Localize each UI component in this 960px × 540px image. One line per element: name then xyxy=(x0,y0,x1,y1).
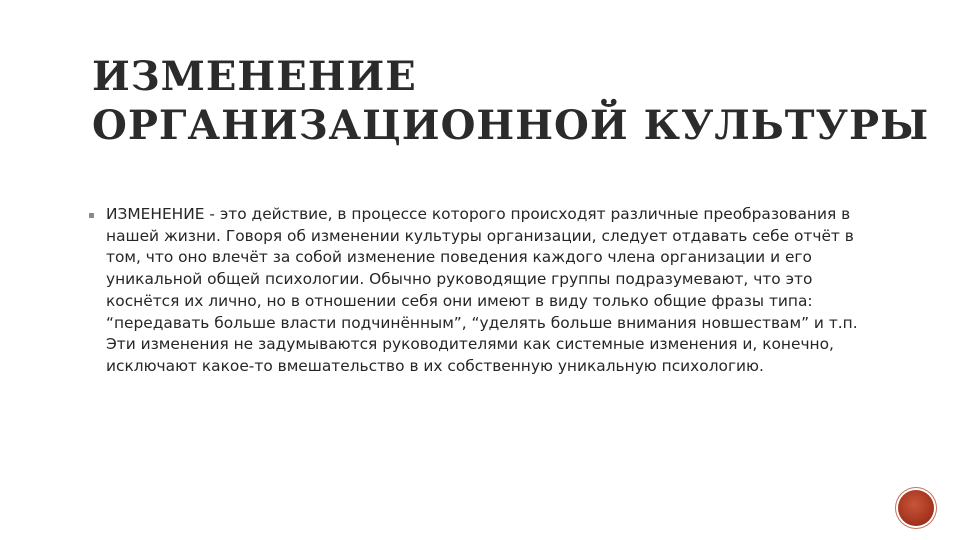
bullet-item xyxy=(88,204,868,378)
title-line-1: ИЗМЕНЕНИЕ xyxy=(92,53,417,100)
slide-title xyxy=(92,52,930,150)
square-bullet-icon xyxy=(89,213,94,218)
slide-body xyxy=(88,204,868,378)
bullet-text: ИЗМЕНЕНИЕ - это действие, в процессе которого происходят различные преобразования в нашей жизни. Говоря об изменении культуры организации, следует отдавать себе отчёт в том, что оно влечёт за собой изменение поведения каждого члена организации и его уникальной общей психологии. Обычно руководящие группы подразумевают, что это коснётся их лично, но в отношении себя они имеют в виду только общие фразы типа: “передавать больше власти подчинённым”, “уделять больше внимания новшествам” и т.п. Эти изменения не задумываются руководителями как системные изменения и, конечно, исключают какое-то вмешательство в их собственную уникальную психологию. xyxy=(106,205,858,375)
page-number-badge xyxy=(898,490,934,526)
title-line-2: ОРГАНИЗАЦИОННОЙ КУЛЬТУРЫ xyxy=(92,102,930,149)
